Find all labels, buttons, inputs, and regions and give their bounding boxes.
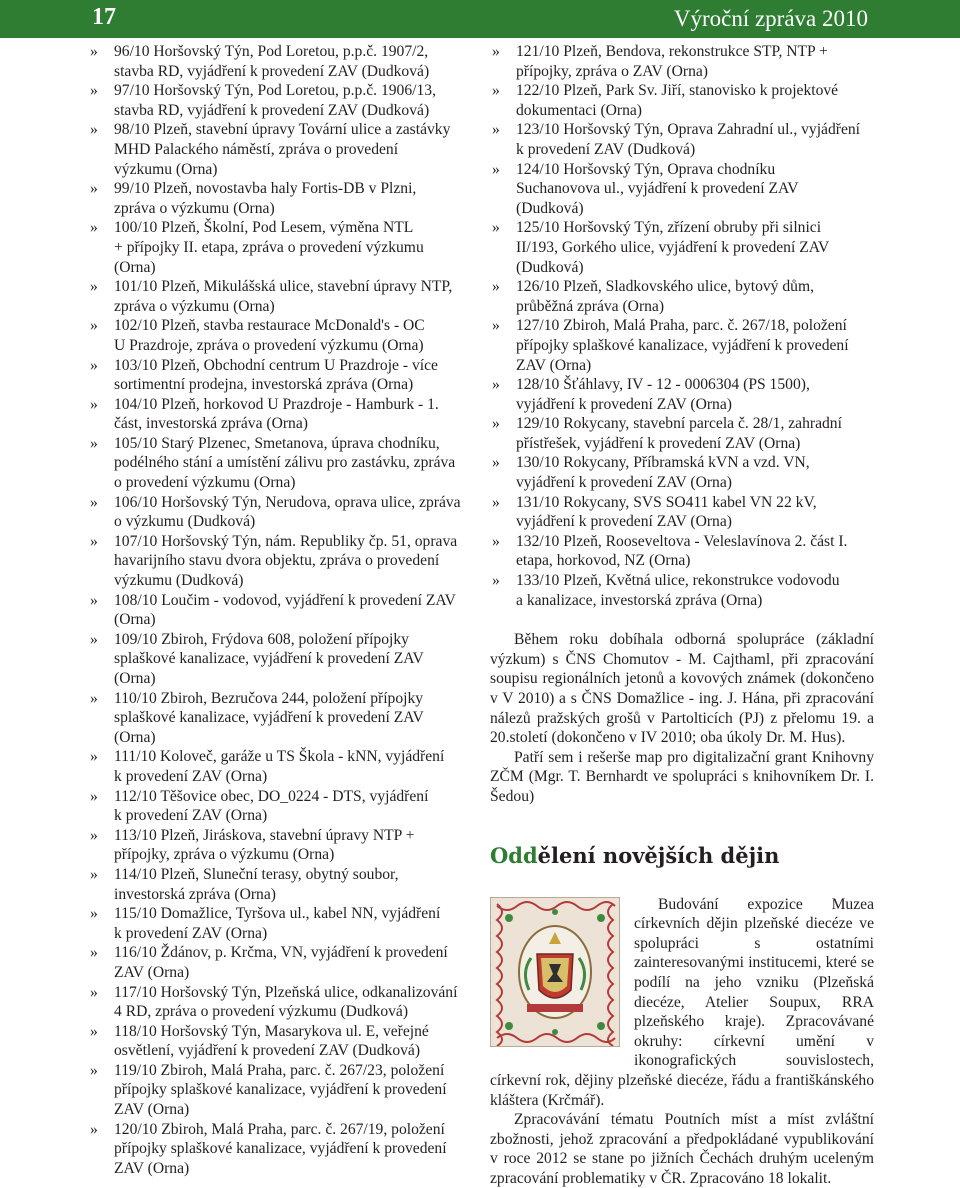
list-item [490,375,874,414]
list-item-line: » 133/10 Plzeň, Květná ulice, rekonstrukce vodovodu [516,572,840,590]
page-number: 17 [92,4,116,30]
list-item-line: » 111/10 Koloveč, garáže u TS Škola - kNN, vyjádření [114,748,445,766]
list-item-line: » 101/10 Plzeň, Mikulášská ulice, stavební úpravy NTP, [114,278,453,296]
list-item [88,179,468,218]
list-item [88,747,468,786]
list-item-line: přípojky splaškové kanalizace, vyjádření k provedení [114,1140,447,1158]
list-item [88,689,468,748]
list-item-line: » 121/10 Plzeň, Bendova, rekonstrukce STP, NTP + [516,43,828,60]
list-item-line: investorská zpráva (Orna) [114,885,276,903]
list-item-line: » 122/10 Plzeň, Park Sv. Jiří, stanovisko k projektové [516,82,839,100]
list-item-line: část, investorská zpráva (Orna) [114,415,308,433]
list-item-line: » 102/10 Plzeň, stavba restaurace McDonald's - OC [114,317,425,335]
list-item [88,316,468,355]
list-item [88,120,468,179]
list-item-line: sortimentní prodejna, investorská zpráva (Orna) [114,376,414,394]
section-heading [490,843,874,869]
list-item [490,160,874,219]
list-item [490,81,874,120]
list-item-line: » 128/10 Šťáhlavy, IV - 12 - 0006304 (PS 1500), [516,376,810,394]
list-item-line: » 113/10 Plzeň, Jiráskova, stavební úpravy NTP + [114,826,415,844]
list-item-line: » 96/10 Horšovský Týn, Pod Loretou, p.p.č. 1907/2, [114,43,429,60]
list-item-line: k provedení ZAV (Orna) [114,924,268,942]
list-item [88,591,468,630]
list-item-line: (Orna) [114,728,156,746]
list-item-line: » 109/10 Zbiroh, Frýdova 608, položení přípojky [114,630,409,648]
list-item [88,787,468,826]
list-item-line: » 105/10 Starý Plzenec, Smetanova, úprava chodníku, [114,434,440,452]
map-research-paragraph: Patří sem i rešerše map pro digitalizační grant Knihovny ZČM (Mgr. T. Bernhardt ve spolupráci s knihovníkem Dr. I. Šedou) [490,748,874,805]
list-item [88,356,468,395]
list-item-line: » 129/10 Rokycany, stavební parcela č. 28/1, zahradní [516,415,842,433]
list-item-line: (Orna) [114,670,156,687]
list-item-line: vyjádření k provedení ZAV (Orna) [516,513,732,531]
list-item [490,277,874,316]
list-item-line: » 117/10 Horšovský Týn, Plzeňská ulice, odkanalizování [114,983,458,1001]
list-item-line: ZAV (Orna) [114,1101,190,1119]
list-item-line: » 116/10 Ždánov, p. Krčma, VN, vyjádření k provedení [114,944,448,962]
list-item [88,943,468,982]
list-item-line: ZAV (Orna) [516,356,592,374]
list-item-line: » 110/10 Zbiroh, Bezručova 244, položení přípojky [114,689,424,707]
list-item-line: » 127/10 Zbiroh, Malá Praha, parc. č. 267/18, položení [516,317,847,335]
list-item-line: » 123/10 Horšovský Týn, Oprava Zahradní ul., vyjádření [516,121,861,139]
list-item-line: k provedení ZAV (Orna) [114,767,268,785]
list-item-line: » 100/10 Plzeň, Školní, Pod Lesem, výměna NTL [114,219,414,237]
list-item [490,42,874,81]
list-item [88,1061,468,1120]
list-item-line: stavba RD, vyjádření k provedení ZAV (Dudková) [114,101,430,119]
list-item-line: k provedení ZAV (Orna) [114,807,268,825]
list-item-line: U Prazdroje, zpráva o provedení výzkumu (Orna) [114,336,424,354]
list-item-line: etapa, horkovod, NZ (Orna) [516,552,691,570]
pilgrimage-paragraph [490,1110,874,1188]
list-item-line: ZAV (Orna) [114,1159,190,1177]
list-item-line: » 119/10 Zbiroh, Malá Praha, parc. č. 267/23, položení [114,1061,445,1079]
page-header [0,0,960,38]
report-title: Výroční zpráva 2010 [673,6,868,31]
list-item-line: splaškové kanalizace, vyjádření k provedení ZAV [114,709,424,727]
list-item-line: » 130/10 Rokycany, Příbramská kVN a vzd. VN, [516,454,810,472]
list-item-line: zpráva o výzkumu (Orna) [114,199,275,217]
list-item-line: stavba RD, vyjádření k provedení ZAV (Dudková) [114,62,430,80]
list-item [88,826,468,865]
list-item [88,493,468,532]
museum-block [490,895,874,1188]
list-item-line: splaškové kanalizace, vyjádření k provedení ZAV [114,650,424,668]
list-item-line: » 98/10 Plzeň, stavební úpravy Tovární ulice a zastávky [114,121,451,139]
list-item [88,218,468,277]
right-item-list [490,42,874,610]
list-item [88,434,468,493]
list-item-line: 4 RD, zpráva o provedení výzkumu (Dudková) [114,1003,409,1021]
list-item-line: » 124/10 Horšovský Týn, Oprava chodníku [516,160,776,178]
right-column [490,42,874,1188]
list-item-line: průběžná zpráva (Orna) [516,297,665,315]
list-item [490,571,874,610]
list-item-line: přípojky splaškové kanalizace, vyjádření k provedení [516,336,849,354]
list-item [88,630,468,689]
left-item-list [88,42,468,1178]
list-item [88,1120,468,1179]
cooperation-paragraph: Během roku dobíhala odborná spolupráce (základní výzkum) s ČNS Chomutov - M. Cajthaml, při zpracování soupisu regionálních jetonů a kovových známek (dokončeno v V 2010) a s ČNS Domažlice - ing. J. Hána, při zpracování nálezů pražských grošů v Partolticích (PJ) z přelomu 19. a 20.století (dokončeno v IV 2010; oba úkoly Dr. M. Hus). [490,631,874,747]
section-heading-text: ělení novějších dějin [537,842,780,868]
list-item [88,81,468,120]
left-column [88,42,468,1178]
list-item-line: » 118/10 Horšovský Týn, Masarykova ul. E, veřejné [114,1022,429,1040]
list-item-line: podélného stání a umístění zálivu pro zastávku, zpráva [114,454,456,472]
list-item-line: výzkumu (Dudková) [114,572,244,590]
list-item [88,532,468,591]
list-item [490,453,874,492]
list-item-line: o výzkumu (Dudková) [114,513,256,531]
list-item-line: » 114/10 Plzeň, Sluneční terasy, obytný soubor, [114,865,399,883]
section-heading-accent: Odd [490,842,538,868]
list-item-line: » 107/10 Horšovský Týn, nám. Republiky čp. 51, oprava [114,532,458,550]
museum-paragraph-text: Budování expozice Muzea církevních dějin plzeňské diecéze ve spolupráci s ostatními zainteresovanými institucemi, které se podílí na jeho vzniku (Plzeňská diecéze, Atelier Soupux, RRA plzeňského kraje). Zpracovávané okruhy: církevní umění v ikonografických souvislostech, církevní rok, dějiny plzeňské diecéze, řádu a františkánského kláštera (Krčmář). [490,895,874,1109]
list-item [490,414,874,453]
list-item [88,865,468,904]
pilgrimage-paragraph-text: Zpracovávání tématu Poutních míst a míst zvláštní zbožnosti, jehož zpracování a předpokládané vypublikování v roce 2012 se stane po jižních Čechách druhým uceleným zpracování problematiky v ČR. Zpracováno 18 lokalit. [490,1111,874,1187]
list-item [490,120,874,159]
list-item [88,983,468,1022]
list-item-line: + přípojky II. etapa, zpráva o provedení výzkumu [114,238,424,256]
list-item-line: » 112/10 Těšovice obec, DO_0224 - DTS, vyjádření [114,787,429,805]
list-item-line: ZAV (Orna) [114,963,190,981]
list-item-line: a kanalizace, investorská zpráva (Orna) [516,591,763,609]
list-item-line: přístřešek, vyjádření k provedení ZAV (Orna) [516,434,801,452]
list-item-line: dokumentaci (Orna) [516,101,642,119]
list-item-line: výzkumu (Orna) [114,160,218,178]
list-item-line: (Dudková) [516,199,584,217]
list-item-line: II/193, Gorkého ulice, vyjádření k provedení ZAV [516,238,830,256]
list-item [88,277,468,316]
list-item [490,218,874,277]
list-item-line: osvětlení, vyjádření k provedení ZAV (Dudková) [114,1042,421,1060]
list-item-line: o provedení výzkumu (Orna) [114,474,296,492]
list-item-line: (Dudková) [516,258,584,276]
list-item-line: Suchanovova ul., vyjádření k provedení ZAV [516,180,799,198]
list-item [490,316,874,375]
list-item-line: havarijního stavu dvora objektu, zpráva o provedení [114,552,440,570]
list-item-line: » 120/10 Zbiroh, Malá Praha, parc. č. 267/19, položení [114,1120,445,1138]
list-item-line: (Orna) [114,611,156,629]
list-item-line: » 103/10 Plzeň, Obchodní centrum U Prazdroje - více [114,356,438,374]
list-item-line: vyjádření k provedení ZAV (Orna) [516,474,732,492]
list-item-line: (Orna) [114,258,156,276]
list-item-line: » 126/10 Plzeň, Sladkovského ulice, bytový dům, [516,278,814,296]
list-item [490,493,874,532]
list-item-line: k provedení ZAV (Dudková) [516,140,696,158]
list-item [88,904,468,943]
list-item-line: » 104/10 Plzeň, horkovod U Prazdroje - Hamburk - 1. [114,395,439,413]
list-item-line: » 115/10 Domažlice, Tyršova ul., kabel NN, vyjádření [114,905,441,923]
list-item-line: » 125/10 Horšovský Týn, zřízení obruby při silnici [516,219,822,237]
list-item-line: vyjádření k provedení ZAV (Orna) [516,395,732,413]
list-item [88,395,468,434]
list-item-line: přípojky splaškové kanalizace, vyjádření k provedení [114,1081,447,1099]
list-item-line: » 108/10 Loučim - vodovod, vyjádření k provedení ZAV [114,591,456,609]
list-item-line: » 132/10 Plzeň, Rooseveltova - Veleslavínova 2. část I. [516,532,848,550]
list-item-line: MHD Palackého náměstí, zpráva o provedení [114,140,399,158]
list-item [88,42,468,81]
list-item-line: » 131/10 Rokycany, SVS SO411 kabel VN 22 kV, [516,493,817,511]
list-item-line: zpráva o výzkumu (Orna) [114,297,275,315]
list-item-line: přípojky, zpráva o výzkumu (Orna) [114,846,335,864]
list-item [490,532,874,571]
list-item-line: » 106/10 Horšovský Týn, Nerudova, oprava ulice, zpráva [114,493,461,511]
list-item-line: » 97/10 Horšovský Týn, Pod Loretou, p.p.č. 1906/13, [114,82,436,100]
list-item-line: » 99/10 Plzeň, novostavba haly Fortis-DB v Plzni, [114,180,417,198]
list-item-line: přípojky, zpráva o ZAV (Orna) [516,62,708,80]
list-item [88,1022,468,1061]
church-banner-image [490,897,620,1047]
